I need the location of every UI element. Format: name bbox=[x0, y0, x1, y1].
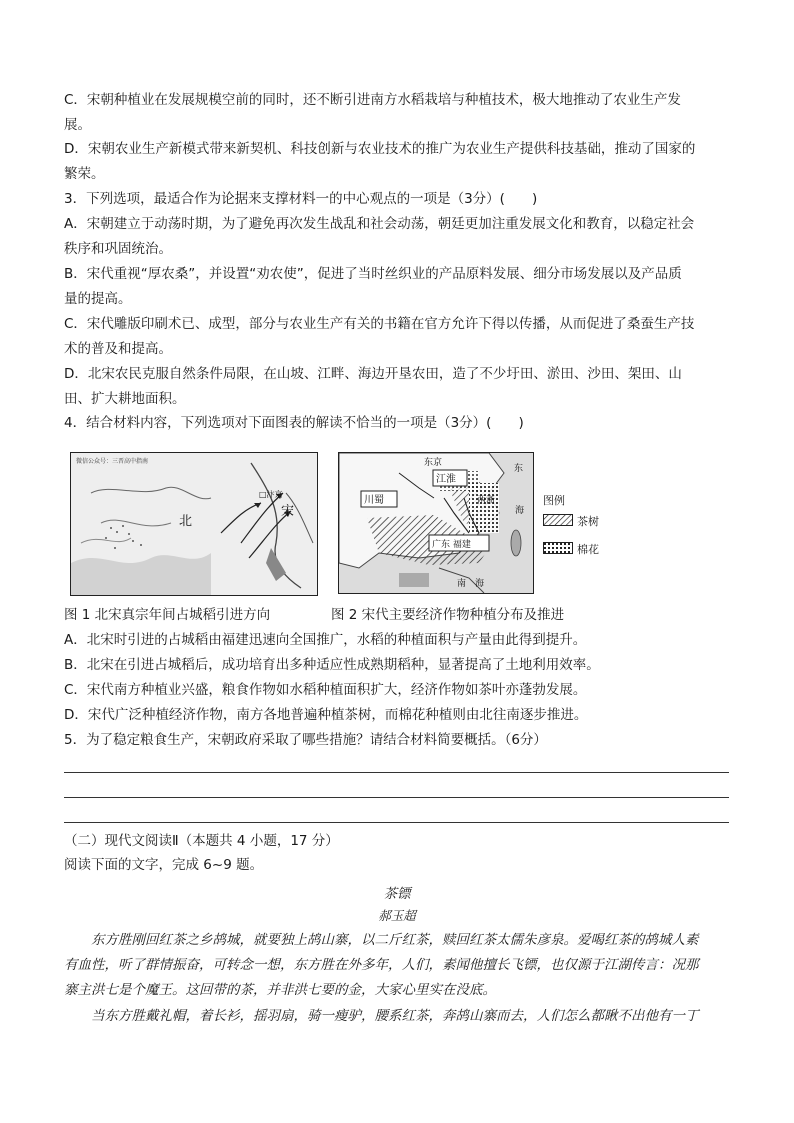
answer-line-2[interactable] bbox=[64, 797, 729, 798]
legend-tea-label: 茶树 bbox=[577, 515, 599, 528]
q2-option-d-line1: D．宋朝农业生产新模式带来新契机、科技创新与农业技术的推广为农业生产提供科技基础，推动了国家的 bbox=[64, 141, 696, 157]
map2-label-guangdong-fujian: 广东 福建 bbox=[432, 540, 471, 550]
q4-option-a: A．北宋时引进的占城稻由福建迅速向全国推广，水稻的种植面积与产量由此得到提升。 bbox=[64, 632, 587, 648]
q3-option-b-line1: B．宋代重视“厚农桑”，并设置“劝农使”，促进了当时丝织业的产品原料发展、细分市场发展以及产品质 bbox=[64, 266, 682, 282]
story-paragraph1-line2: 有血性，听了群情振奋，可转念一想，东方胜在外多年，人们，素闻他擅长飞镖，也仅源于江湖传言：况那 bbox=[64, 957, 699, 973]
q2-option-d-line2: 繁荣。 bbox=[64, 166, 105, 182]
legend-tea-swatch bbox=[543, 514, 573, 526]
map2-label-nanhai: 南 海 bbox=[457, 579, 485, 589]
section2-heading: （二）现代文阅读Ⅱ（本题共 4 小题，17 分） bbox=[64, 833, 339, 849]
q3-option-b-line2: 量的提高。 bbox=[64, 291, 132, 307]
figure2-map bbox=[338, 452, 534, 594]
map2-label-liangzhe: 两浙 bbox=[477, 496, 496, 506]
q3-option-c-line1: C．宋代雕版印刷术已、成型，部分与农业生产有关的书籍在官方允许下得以传播，从而促进了桑蚕生产技 bbox=[64, 316, 695, 332]
legend-title: 图例 bbox=[543, 494, 565, 507]
map-legend bbox=[543, 492, 613, 562]
map1-label-song: 宋 bbox=[281, 504, 295, 519]
q3-option-c-line2: 术的普及和提高。 bbox=[64, 341, 172, 357]
map1-label-city: □汴京 bbox=[259, 490, 283, 499]
story-author: 郝玉超 bbox=[378, 908, 416, 923]
q3-option-a-line1: A．宋朝建立于动荡时期，为了避免再次发生战乱和社会动荡，朝廷更加注重发展文化和教育，以稳定社会 bbox=[64, 216, 695, 232]
map2-drawing bbox=[339, 453, 533, 593]
story-title: 茶镖 bbox=[383, 886, 411, 902]
legend-cotton-label: 棉花 bbox=[577, 543, 599, 556]
q5-stem: 5．为了稳定粮食生产，宋朝政府采取了哪些措施？请结合材料简要概括。（6分） bbox=[64, 732, 547, 748]
q3-option-d-line2: 田、扩大耕地面积。 bbox=[64, 391, 186, 407]
section2-instruction: 阅读下面的文字，完成 6~9 题。 bbox=[64, 857, 264, 873]
map1-drawing bbox=[71, 453, 317, 595]
story-paragraph1-line1: 东方胜刚回红茶之乡鸪城，就要独上鸪山寨，以二斤红茶，赎回红茶太儒朱彦泉。爱喝红茶的鸪城人素 bbox=[91, 932, 699, 948]
q2-option-c-line2: 展。 bbox=[64, 117, 91, 133]
story-paragraph1-line3: 寨主洪七是个魔王。这回带的茶，并非洪七要的金，大家心里实在没底。 bbox=[64, 982, 496, 998]
answer-line-3[interactable] bbox=[64, 822, 729, 823]
figure1-map bbox=[70, 452, 318, 596]
map2-label-chuanshu: 川蜀 bbox=[364, 495, 384, 506]
map2-label-dong: 东 bbox=[514, 464, 524, 474]
figure1-caption: 图 1 北宋真宗年间占城稻引进方向 bbox=[64, 607, 271, 623]
map2-label-jianghuai: 江淮 bbox=[436, 474, 456, 485]
q3-option-d-line1: D．北宋农民克服自然条件局限，在山坡、江畔、海边开垦农田，造了不少圩田、淤田、沙田、架田、山 bbox=[64, 366, 682, 382]
q2-option-c-line1: C．宋朝种植业在发展规模空前的同时，还不断引进南方水稻栽培与种植技术，极大地推动了农业生产发 bbox=[64, 92, 681, 108]
q4-option-d: D．宋代广泛种植经济作物，南方各地普遍种植茶树，而棉花种植则由北往南逐步推进。 bbox=[64, 707, 588, 723]
story-paragraph2-line1: 当东方胜戴礼帽，着长衫，摇羽扇，骑一瘦驴，腰系红茶，奔鸪山寨而去，人们怎么都瞅不出他有一丁 bbox=[91, 1008, 699, 1024]
map1-watermark: 微信公众号：三晋高中指南 bbox=[76, 458, 149, 465]
map2-label-dongjing: 东京 bbox=[424, 458, 443, 468]
map1-label-bei: 北 bbox=[179, 514, 193, 529]
legend-cotton-swatch bbox=[543, 542, 573, 554]
q4-stem: 4．结合材料内容，下列选项对下面图表的解读不恰当的一项是（3分）( ) bbox=[64, 415, 524, 431]
q3-stem: 3．下列选项，最适合作为论据来支撑材料一的中心观点的一项是（3分）( ) bbox=[64, 191, 538, 207]
q4-option-b: B．北宋在引进占城稻后，成功培育出多种适应性成熟期稻种，显著提高了土地利用效率。 bbox=[64, 657, 600, 673]
q3-option-a-line2: 秩序和巩固统治。 bbox=[64, 241, 172, 257]
q4-option-c: C．宋代南方种植业兴盛，粮食作物如水稻种植面积扩大，经济作物如茶叶亦蓬勃发展。 bbox=[64, 682, 587, 698]
answer-line-1[interactable] bbox=[64, 772, 729, 773]
figure2-caption: 图 2 宋代主要经济作物种植分布及推进 bbox=[331, 607, 565, 623]
map2-label-hai: 海 bbox=[515, 506, 525, 516]
